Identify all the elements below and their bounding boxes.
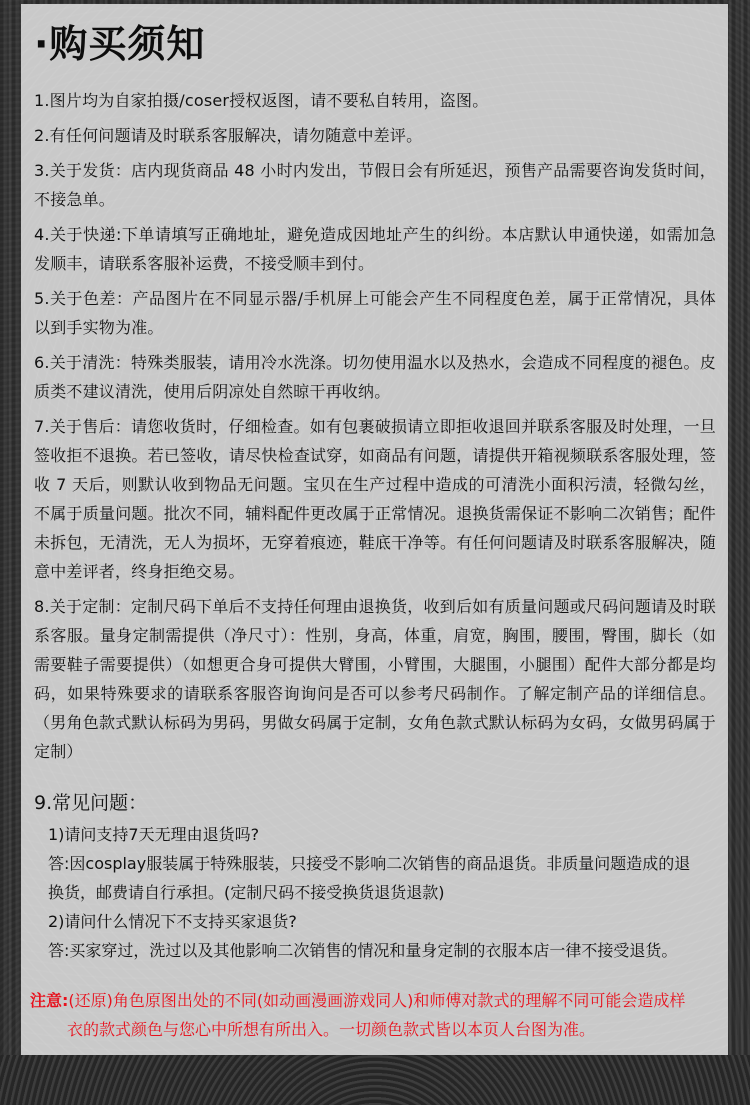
faq-answer-1-line-2: 换货，邮费请自行承担。(定制尺码不接受换货退货退款) (48, 883, 445, 902)
faq-answer-2: 答:买家穿过，洗过以及其他影响二次销售的情况和量身定制的衣服本店一律不接受退货。 (48, 941, 678, 960)
rule-courier: 4.关于快递:下单请填写正确地址，避免造成因地址产生的纠纷。本店默认申通快递，如需加急发顺丰，请联系客服补运费，不接受顺丰到付。 (34, 225, 716, 273)
notice-line-2: 衣的款式颜色与您心中所想有所出入。一切颜色款式皆以本页人台图为准。 (67, 1020, 596, 1039)
faq-answer-1-line-1: 答:因cosplay服装属于特殊服装，只接受不影响二次销售的商品退货。非质量问题造成的退 (48, 854, 691, 873)
rule-customization: 8.关于定制：定制尺码下单后不支持任何理由退换货，收到后如有质量问题或尺码问题请及时联系客服。量身定制需提供（净尺寸）：性别，身高，体重，肩宽，胸围，腰围，臀围，脚长（如需要鞋子需要提供）（如想更合身可提供大臂围，小臂围，大腿围，小腿围）配件大部分都是均码，如果特殊要求的请联系客服咨询询问是否可以参考尺码制作。了解定制产品的详细信息。（男角色款式默认标码为男码，男做女码属于定制，女角色款式默认标码为女码，女做男码属于定制） (34, 597, 716, 761)
rule-copyright: 1.图片均为自家拍摄/coser授权返图，请不要私自转用，盗图。 (34, 91, 489, 110)
rule-contact: 2.有任何问题请及时联系客服解决，请勿随意中差评。 (34, 126, 423, 145)
notice-warning (30, 986, 720, 1044)
notice-panel (21, 4, 728, 1055)
rule-shipping: 3.关于发货：店内现货商品 48 小时内发出，节假日会有所延迟，预售产品需要咨询发货时间，不接急单。 (34, 161, 716, 209)
notice-label: 注意: (30, 991, 69, 1010)
background-pattern (0, 1055, 750, 1105)
rule-color-difference: 5.关于色差：产品图片在不同显示器/手机屏上可能会产生不同程度色差，属于正常情况，具体以到手实物为准。 (34, 289, 716, 337)
faq-question-2: 2)请问什么情况下不支持买家退货? (48, 912, 297, 931)
rule-after-sales: 7.关于售后：请您收货时，仔细检查。如有包裹破损请立即拒收退回并联系客服及时处理，一旦签收拒不退换。若已签收，请尽快检查试穿，如商品有问题，请提供开箱视频联系客服处理，签收 7 天后，则默认收到物品无问题。宝贝在生产过程中造成的可清洗小面积污渍，轻微勾丝，不属于质量问题。批次不同，辅料配件更改属于正常情况。退换货需保证不影响二次销售；配件未拆包，无清洗，无人为损坏，无穿着痕迹，鞋底干净等。有任何问题请及时联系客服解决，随意中差评者，终身拒绝交易。 (34, 417, 716, 581)
faq-question-1: 1)请问支持7天无理由退货吗? (48, 825, 260, 844)
page-title: ·购买须知 (34, 22, 206, 66)
notice-line-1: (还原)角色原图出处的不同(如动画漫画游戏同人)和师傅对款式的理解不同可能会造成样 (68, 991, 686, 1010)
faq-answer-1 (34, 849, 716, 907)
rule-washing: 6.关于清洗：特殊类服装，请用冷水洗涤。切勿使用温水以及热水，会造成不同程度的褪色。皮质类不建议清洗，使用后阴凉处自然晾干再收纳。 (34, 353, 716, 401)
faq-title: 9.常见问题： (34, 792, 148, 814)
